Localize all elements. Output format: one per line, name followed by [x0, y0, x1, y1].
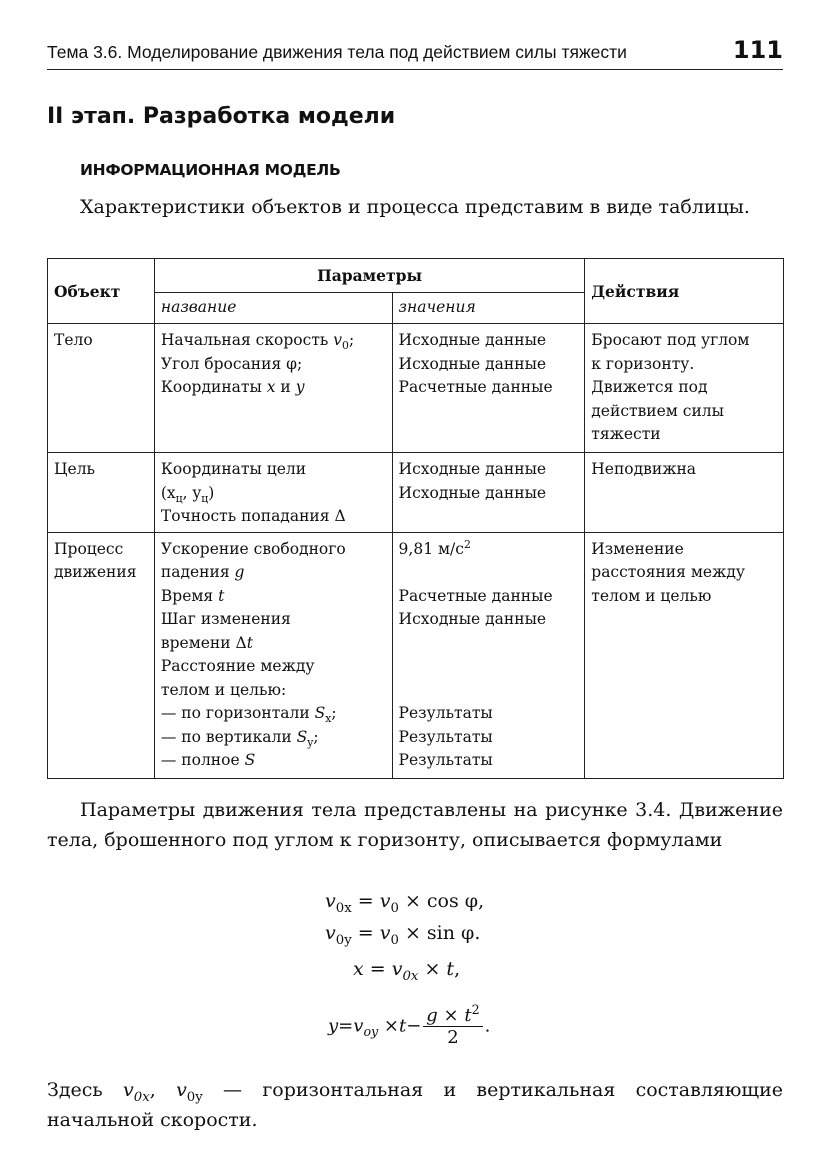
cell-text — [399, 634, 404, 652]
fraction-denominator: 2 — [447, 1027, 459, 1048]
cell-line — [54, 538, 148, 562]
cell-text: Неподвижна — [591, 460, 697, 478]
cell-text: S — [296, 727, 308, 746]
cell-text: Расстояние между — [160, 657, 315, 675]
cell-line — [161, 679, 386, 703]
cell-line — [161, 585, 386, 609]
header-parameters: Параметры — [154, 259, 584, 293]
formula-symbol: v — [379, 922, 391, 944]
cell-line — [54, 329, 148, 353]
cell-line — [399, 679, 579, 703]
cell-line — [161, 726, 386, 750]
table-row — [48, 324, 784, 453]
formula-symbol: y — [328, 1015, 339, 1037]
cell-line — [161, 353, 386, 377]
cell-text: времени Δ — [160, 633, 247, 652]
formula-fraction — [423, 1002, 482, 1048]
cell-text: ; — [313, 727, 319, 746]
cell-text: Исходные данные — [398, 354, 547, 373]
cell-text: S — [244, 751, 256, 769]
header-actions: Действия — [585, 259, 784, 324]
formula-symbol: t — [446, 958, 455, 980]
cell-name — [154, 324, 392, 453]
formula-symbol: v — [325, 922, 336, 944]
cell-line — [161, 608, 386, 632]
formula-sub: 0y — [335, 932, 352, 948]
header-values: значения — [392, 293, 585, 324]
cell-line — [399, 561, 579, 585]
formula-symbol: v — [391, 958, 403, 980]
cell-text: ; — [331, 704, 337, 722]
cell-text: Результаты — [398, 704, 493, 722]
header-title: Тема 3.6. Моделирование движения тела под действием силы тяжести — [47, 42, 627, 62]
cell-text: — по вертикали — [160, 727, 297, 746]
cell-line — [399, 538, 579, 562]
formula-eq: = — [363, 958, 392, 980]
cell-text: Угол бросания φ; — [160, 354, 303, 373]
cell-line — [591, 400, 777, 424]
formula-sub: 0x — [133, 1089, 150, 1105]
cell-text: 2 — [463, 537, 471, 551]
cell-line — [161, 702, 386, 726]
cell-text: y — [295, 378, 305, 396]
page-number: 111 — [732, 36, 783, 64]
cell-text: Изменение — [591, 539, 684, 558]
table-row — [48, 453, 784, 533]
header-name: название — [154, 293, 392, 324]
cell-line — [399, 353, 579, 377]
cell-text: v — [333, 331, 343, 349]
formula-symbol: v — [325, 890, 336, 912]
cell-text: x — [266, 378, 276, 396]
formula-rest: × — [418, 958, 447, 980]
formula-end: . — [484, 1015, 491, 1037]
numerator-text: g × t — [426, 1005, 472, 1026]
formula-y — [328, 1002, 491, 1048]
cell-line — [399, 585, 579, 609]
formula-rest: × cos φ, — [398, 890, 485, 912]
cell-text: Исходные данные — [398, 610, 547, 628]
cell-line — [161, 749, 386, 773]
cell-text: S — [314, 704, 326, 722]
cell-actions — [585, 324, 784, 453]
cell-object — [48, 324, 155, 453]
cell-text: Бросают под углом — [591, 331, 750, 349]
fraction-numerator — [423, 1002, 482, 1027]
cell-line — [399, 329, 579, 353]
cell-text: Результаты — [398, 727, 493, 746]
cell-line — [399, 655, 579, 679]
cell-line — [399, 482, 579, 506]
cell-text — [399, 657, 404, 675]
cell-line — [54, 561, 148, 585]
cell-text: t — [246, 633, 253, 652]
subsection-title: ИНФОРМАЦИОННАЯ МОДЕЛЬ — [80, 161, 341, 179]
cell-text: 9,81 м/с — [398, 539, 464, 558]
formula-times: × — [378, 1015, 399, 1037]
cell-text: тяжести — [591, 425, 661, 443]
cell-line — [161, 482, 386, 506]
cell-text: к горизонту. — [591, 354, 695, 373]
formula-sub: 0x — [335, 900, 352, 916]
cell-line — [399, 458, 579, 482]
closing-text: Здесь — [47, 1079, 124, 1101]
cell-line — [161, 505, 386, 529]
cell-line — [161, 458, 386, 482]
cell-line — [591, 329, 777, 353]
cell-text: — полное — [160, 751, 245, 769]
cell-line — [591, 353, 777, 377]
cell-name — [154, 453, 392, 533]
cell-text: ц — [175, 491, 183, 505]
formula-sup: 2 — [471, 1002, 480, 1017]
formula-symbol: x — [353, 958, 364, 980]
formula-eq: = — [351, 890, 380, 912]
cell-line — [399, 608, 579, 632]
cell-line — [591, 561, 777, 585]
cell-line — [591, 376, 777, 400]
formula-v0x — [325, 890, 485, 916]
cell-actions — [585, 453, 784, 533]
formula-sub: 0 — [390, 900, 399, 916]
formula-minus: − — [406, 1015, 422, 1037]
intro-paragraph: Характеристики объектов и процесса представим в виде таблицы. — [80, 196, 750, 218]
cell-text: g — [234, 563, 245, 581]
cell-text: x — [325, 712, 332, 726]
cell-text: Координаты цели — [160, 460, 307, 478]
paragraph-motion: Параметры движения тела представлены на рисунке 3.4. Движение тела, брошенного под углом к горизонту, описывается формулами — [47, 799, 783, 851]
cell-line — [591, 538, 777, 562]
cell-text: Координаты — [160, 378, 267, 396]
cell-line — [591, 585, 777, 609]
cell-values — [392, 453, 585, 533]
formula-end: , — [454, 958, 461, 980]
cell-line — [161, 632, 386, 656]
cell-text: Результаты — [398, 751, 493, 769]
cell-text: Движется под — [591, 378, 708, 396]
cell-text: Начальная скорость — [160, 331, 334, 349]
formula-x — [353, 958, 461, 984]
cell-line — [161, 329, 386, 353]
closing-paragraph — [47, 1075, 783, 1135]
cell-text: Исходные данные — [398, 483, 547, 502]
closing-text: , — [149, 1079, 177, 1101]
cell-line — [399, 749, 579, 773]
formula-sub: 0y — [186, 1089, 203, 1105]
formula-eq: = — [351, 922, 380, 944]
cell-text: y — [307, 735, 314, 749]
cell-text: Точность попадания Δ — [160, 507, 346, 525]
cell-line — [161, 376, 386, 400]
cell-line — [161, 561, 386, 585]
formula-rest: × sin φ. — [398, 922, 481, 944]
cell-text: ц — [201, 491, 209, 505]
header-object: Объект — [48, 259, 155, 324]
cell-values — [392, 324, 585, 453]
cell-text: Исходные данные — [398, 331, 547, 349]
formula-symbol: v — [123, 1079, 134, 1101]
cell-line — [161, 655, 386, 679]
cell-name — [154, 532, 392, 778]
section-title: II этап. Разработка модели — [47, 104, 396, 129]
cell-line — [399, 702, 579, 726]
table-row — [48, 532, 784, 778]
cell-text: ; — [348, 331, 355, 349]
cell-text — [399, 563, 404, 581]
formula-symbol: t — [398, 1015, 407, 1037]
cell-text: — по горизонтали — [160, 704, 315, 722]
cell-object — [48, 453, 155, 533]
cell-line — [399, 726, 579, 750]
cell-text: Время — [160, 586, 219, 605]
formula-symbol: v — [353, 1015, 364, 1037]
cell-text: , y — [182, 483, 202, 502]
cell-text: Исходные данные — [398, 460, 547, 478]
cell-text: Шаг изменения — [160, 610, 291, 628]
cell-text: расстояния между — [591, 563, 745, 581]
cell-line — [399, 376, 579, 400]
cell-text: падения — [160, 563, 235, 581]
formula-symbol: v — [379, 890, 391, 912]
cell-text: и — [275, 378, 296, 396]
cell-text: Процесс — [54, 539, 124, 558]
cell-values — [392, 532, 585, 778]
cell-line — [161, 538, 386, 562]
closing-text: — горизонтальная и вертикальная составляющие начальной скорости. — [47, 1079, 783, 1131]
cell-text: t — [218, 586, 225, 605]
cell-line — [591, 458, 777, 482]
cell-line — [54, 458, 148, 482]
formula-sub: oy — [363, 1024, 379, 1040]
cell-text: Цель — [54, 460, 95, 478]
cell-text — [399, 681, 404, 699]
cell-text: действием силы — [591, 401, 724, 420]
cell-text: телом и целью — [591, 586, 712, 605]
cell-text: Расчетные данные — [398, 586, 553, 605]
cell-line — [591, 423, 777, 447]
cell-text: 0 — [342, 339, 349, 353]
formula-v0y — [325, 922, 481, 948]
cell-text: Ускорение свободного — [160, 539, 346, 558]
cell-text: (x — [160, 483, 176, 502]
info-model-table — [47, 258, 784, 779]
running-header — [47, 38, 783, 70]
cell-actions — [585, 532, 784, 778]
cell-line — [399, 632, 579, 656]
formula-eq: = — [338, 1015, 354, 1037]
cell-text: телом и целью: — [160, 680, 287, 699]
cell-text: Расчетные данные — [398, 378, 553, 396]
cell-text: движения — [54, 563, 137, 581]
formula-sub: 0x — [402, 968, 419, 984]
formula-sub: 0 — [390, 932, 399, 948]
cell-object — [48, 532, 155, 778]
cell-text: Тело — [54, 331, 93, 349]
cell-text: ) — [208, 483, 215, 502]
formula-symbol: v — [176, 1079, 187, 1101]
